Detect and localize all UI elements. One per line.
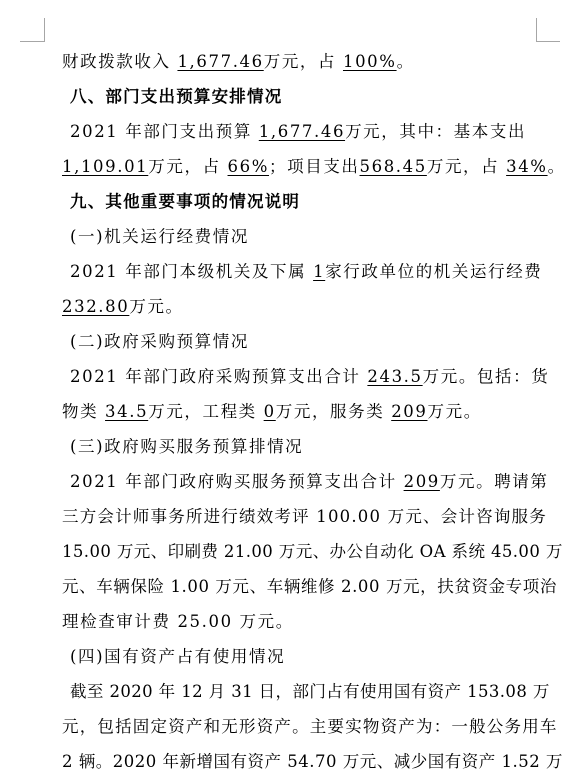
subsection-heading: (三)政府购买服务预算排情况: [70, 437, 304, 456]
subsection-heading: (一)机关运行经费情况: [70, 227, 249, 246]
paragraph-line: 2021 年部门本级机关及下属 1家行政单位的机关运行经费: [70, 262, 543, 281]
section-heading-9: 九、其他重要事项的情况说明: [70, 192, 301, 211]
subsection-heading: (二)政府采购预算情况: [70, 332, 249, 351]
paragraph-line: 15.00 万元、印刷费 21.00 万元、办公自动化 OA 系统 45.00 万: [62, 542, 563, 561]
paragraph-line: 2 辆。2020 年新增国有资产 54.70 万元、减少国有资产 1.52 万: [62, 752, 563, 771]
paragraph-line: 元，包括固定资产和无形资产。主要实物资产为：一般公务用车: [62, 717, 558, 736]
paragraph-line: 理检查审计费 25.00 万元。: [62, 612, 294, 631]
paragraph-line: 财政拨款收入 1,677.46万元，占 100%。: [62, 52, 415, 71]
section-heading-8: 八、部门支出预算安排情况: [70, 87, 283, 106]
paragraph-line: 物类 34.5万元，工程类 0万元，服务类 209万元。: [62, 402, 482, 421]
paragraph-line: 2021 年部门政府采购预算支出合计 243.5万元。包括：货: [70, 367, 550, 386]
paragraph-line: 2021 年部门支出预算 1,677.46万元，其中：基本支出: [70, 122, 527, 141]
paragraph-line: 元、车辆保险 1.00 万元、车辆维修 2.00 万元，扶贫资金专项治: [62, 577, 557, 596]
paragraph-line: 232.80万元。: [62, 297, 184, 316]
paragraph-line: 2021 年部门政府购买服务预算支出合计 209万元。聘请第: [70, 472, 549, 491]
paragraph-line: 三方会计师事务所进行绩效考评 100.00 万元、会计咨询服务: [62, 507, 547, 526]
subsection-heading: (四)国有资产占有使用情况: [70, 647, 286, 666]
paragraph-line: 截至 2020 年 12 月 31 日，部门占有使用国有资产 153.08 万: [70, 682, 550, 701]
paragraph-line: 1,109.01万元，占 66%；项目支出568.45万元，占 34%。: [62, 157, 566, 176]
